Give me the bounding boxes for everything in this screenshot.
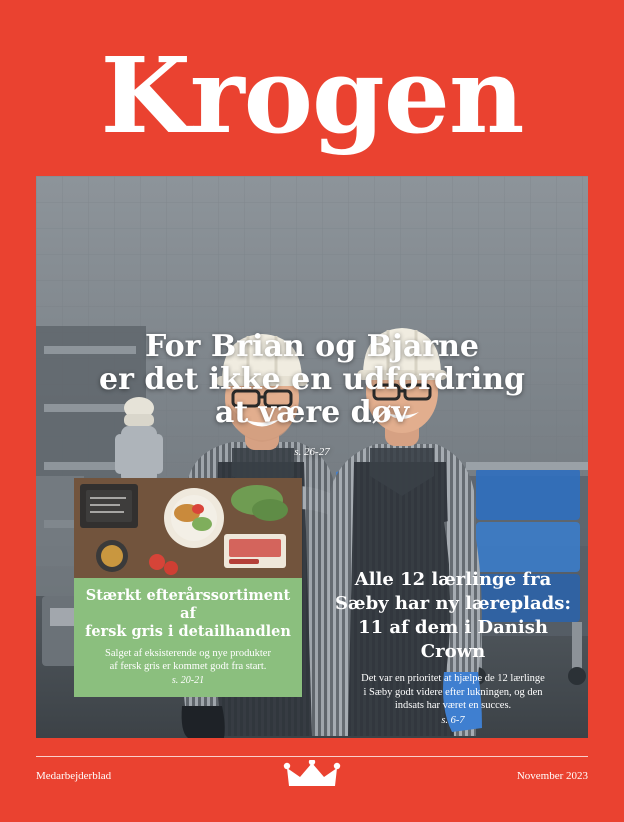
hero-headline-line-3: at være døv [214,395,410,430]
footer-right-label: November 2023 [516,770,588,782]
hero-headline-line-1: For Brian og Bjarne [145,329,479,364]
story-right-headline-line-3: 11 af dem i Danish [358,617,548,638]
magazine-title: Krogen [100,34,524,157]
story-right-body-line-1: Det var en prioritet at hjælpe de 12 lærlinge [361,673,545,684]
hero-headline [36,330,588,469]
story-card-right[interactable] [322,568,584,727]
story-right-headline-line-2: Sæby har ny læreplads: [335,593,571,614]
hero-page-reference: s. 26-27 [294,446,330,458]
story-right-page-reference: s. 6-7 [441,714,465,726]
story-right-headline [322,568,584,664]
story-right-body [330,672,576,727]
story-right-headline-line-1: Alle 12 lærlinge fra [354,569,552,590]
hero-headline-line-2: er det ikke en udfordring [98,362,526,397]
story-left-body [86,647,290,687]
story-left-headline-line-1: Stærkt efterårssortiment af [85,587,291,622]
story-right-headline-line-4: Crown [420,641,486,662]
story-left-headline [84,587,292,641]
footer-divider [36,756,588,757]
story-left-photo [74,478,302,578]
footer-left-label: Medarbejderblad [36,770,112,782]
story-left-body-line-1: Salget af eksisterende og nye produkter [105,648,271,659]
story-left-body-line-2: af fersk gris er kommet godt fra start. [109,661,267,672]
story-right-body-line-2: i Sæby godt videre efter lukningen, og den [363,686,543,698]
story-right-body-line-3: indsats har været en succes. [394,700,512,711]
story-card-left[interactable] [74,478,302,697]
crown-icon [283,760,341,790]
story-left-photo-illustration [74,478,302,578]
story-left-page-reference: s. 20-21 [171,675,205,686]
story-left-headline-line-2: fersk gris i detailhandlen [85,623,291,640]
